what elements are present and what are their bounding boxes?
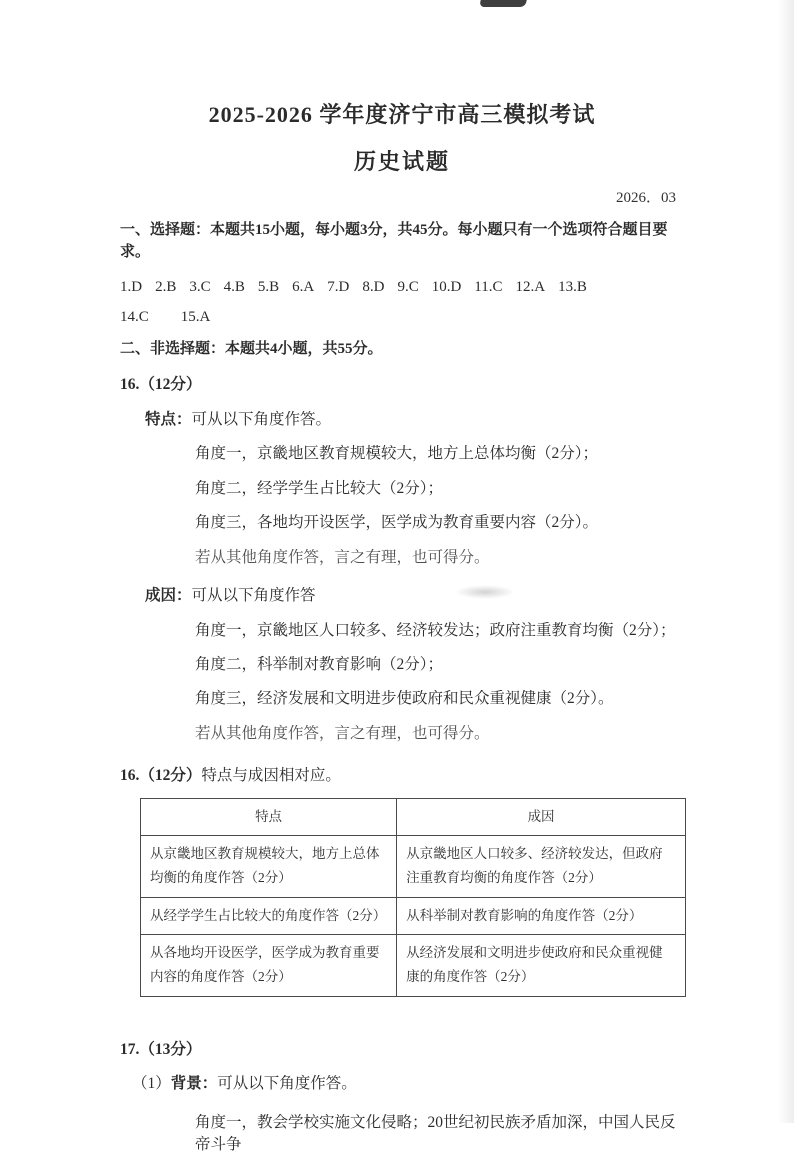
- answer-item: 11.C: [474, 278, 503, 295]
- q17-point: 角度一，教会学校实施文化侵略；20世纪初民族矛盾加深，中国人民反帝斗争: [195, 1113, 676, 1154]
- table-cell: 从经学学生占比较大的角度作答（2分）: [141, 897, 397, 934]
- mcq-section-desc: 本题共15小题，每小题3分，共45分。每小题只有一个选项符合题目要求。: [120, 222, 668, 260]
- mcq-section-heading: [120, 220, 684, 264]
- q16-mapping-caption-line: [120, 765, 684, 787]
- table-row: [141, 897, 686, 934]
- q16-mapping-caption: 特点与成因相对应。: [201, 767, 341, 785]
- q16-chengyin-note: 若从其他角度作答，言之有理，也可得分。: [195, 724, 490, 742]
- answer-item: 7.D: [327, 278, 350, 295]
- answer-item: 6.A: [292, 278, 315, 295]
- q16-tedian-label: 特点：: [145, 410, 192, 428]
- q16-tedian-point: 角度三，各地均开设医学，医学成为教育重要内容（2分）。: [195, 514, 599, 532]
- q17-bg-label: 背景：: [170, 1075, 218, 1093]
- answer-item: 3.C: [189, 278, 211, 295]
- table-row: [141, 836, 686, 898]
- table-header-row: [141, 798, 686, 835]
- answer-item: 9.C: [397, 278, 419, 295]
- q16-chengyin-point: 角度二，科举制对教育影响（2分）；: [195, 656, 444, 673]
- q16-chengyin-label: 成因：: [145, 587, 192, 605]
- q16-number-text: 16.（12分）: [120, 376, 202, 394]
- q16-tedian-point: 角度二，经学学生占比较大（2分）；: [195, 479, 444, 497]
- q16-chengyin-point: 角度三，经济发展和文明进步使政府和民众重视健康（2分）。: [195, 690, 614, 708]
- answer-item: 10.D: [431, 278, 462, 295]
- frq-section-heading: [120, 339, 684, 361]
- mcq-answers-row-2: [120, 309, 684, 326]
- q17-background-intro-line: [132, 1073, 684, 1095]
- frq-section-desc: 本题共4小题，共55分。: [225, 340, 383, 357]
- q16-tedian-intro: 可从以下角度作答。: [191, 410, 332, 428]
- answer-item: 2.B: [155, 278, 177, 295]
- q17-part-label: （1）: [132, 1075, 171, 1093]
- q16-chengyin-point: 角度一，京畿地区人口较多、经济较发达；政府注重教育均衡（2分）；: [195, 621, 676, 639]
- answer-item: 12.A: [515, 278, 546, 295]
- q16-tedian-intro-line: [145, 409, 684, 431]
- answer-item: 15.A: [180, 308, 211, 325]
- q16-tedian-note: 若从其他角度作答，言之有理，也可得分。: [195, 548, 490, 566]
- answer-item: 14.C: [120, 308, 149, 325]
- mcq-section-label: 一、选择题：: [120, 222, 211, 238]
- q17-number-text: 17.（13分）: [120, 1040, 202, 1058]
- mcq-answers-row-1: [120, 279, 684, 296]
- table-cell: 从京畿地区教育规模较大，地方上总体均衡的角度作答（2分）: [141, 836, 397, 898]
- table-header-tedian: 特点: [141, 798, 397, 835]
- table-cell: 从各地均开设医学，医学成为教育重要内容的角度作答（2分）: [141, 935, 397, 997]
- q16-mapping-table: [140, 798, 686, 997]
- answer-item: 4.B: [223, 278, 245, 295]
- q16-number: [120, 374, 684, 396]
- answer-item: 1.D: [120, 278, 143, 295]
- q16-mapping-number: 16.（12分）: [120, 767, 202, 785]
- table-cell: 从经济发展和文明进步使政府和民众重视健康的角度作答（2分）: [397, 935, 686, 997]
- table-cell: 从京畿地区人口较多、经济较发达，但政府注重教育均衡的角度作答（2分）: [397, 836, 686, 898]
- q16-chengyin-intro-line: [145, 585, 684, 607]
- document-subtitle: 历史试题: [353, 149, 450, 174]
- q17-number: [120, 1039, 684, 1061]
- table-header-chengyin: 成因: [397, 798, 686, 835]
- table-cell: 从科举制对教育影响的角度作答（2分）: [397, 897, 686, 934]
- q16-chengyin-intro: 可从以下角度作答: [191, 587, 316, 605]
- q17-block: [120, 1039, 684, 1157]
- q17-intro: 可从以下角度作答。: [217, 1075, 357, 1093]
- table-row: [141, 935, 686, 997]
- answer-item: 5.B: [257, 278, 280, 295]
- answer-item: 13.B: [558, 278, 587, 295]
- q16-tedian-point: 角度一，京畿地区教育规模较大，地方上总体均衡（2分）；: [195, 445, 599, 463]
- frq-section-label: 二、非选择题：: [120, 340, 226, 357]
- answer-item: 8.D: [362, 278, 385, 295]
- document-date: 2026．03: [615, 190, 676, 206]
- document-title: 2025-2026 学年度济宁市高三模拟考试: [208, 102, 596, 127]
